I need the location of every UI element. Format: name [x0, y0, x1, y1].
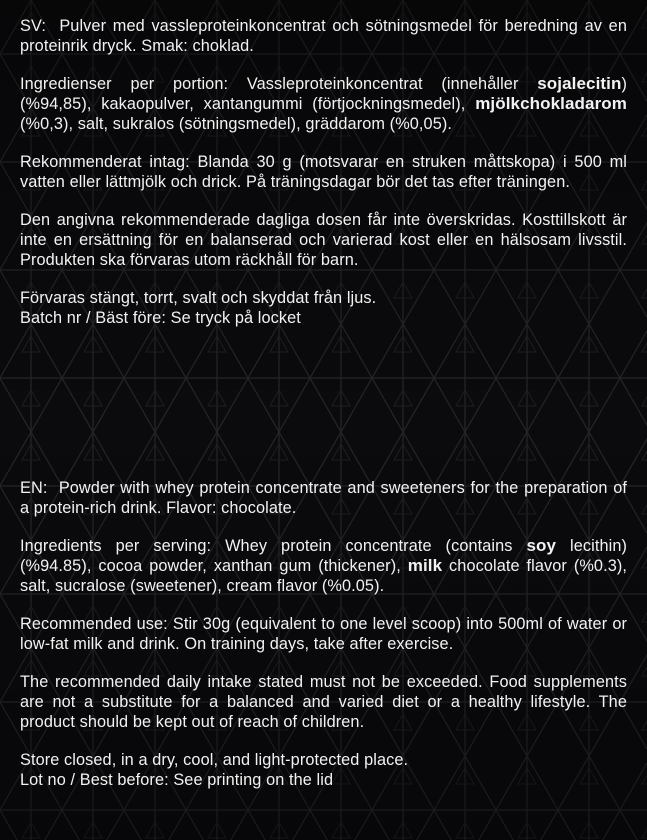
- sv-ingredients-paragraph: [20, 74, 627, 134]
- sv-allergen-soy: sojalecitin: [537, 74, 622, 93]
- sv-allergen-milk: mjölkchokladarom: [475, 94, 627, 113]
- en-ingredients-paragraph: [20, 536, 627, 596]
- en-ingredients-mid: lecithin) (%94.85), cocoa powder, xanthan gum (thickener),: [20, 537, 628, 575]
- sv-intro-paragraph: [20, 16, 627, 56]
- en-intro-paragraph: [20, 478, 627, 518]
- sv-storage-paragraph: [20, 288, 627, 328]
- sv-ingredients-prefix: Ingredienser per portion: Vassleproteinkoncentrat (innehåller: [20, 75, 519, 93]
- sv-usage-paragraph: Rekommenderat intag: Blanda 30 g (motsvarar en struken måttskopa) i 500 ml vatten eller lättmjölk och drick. På träningsdagar bör det tas efter träningen.: [20, 153, 627, 191]
- label-text-content: [20, 16, 628, 789]
- en-intro-text: Powder with whey protein concentrate and sweeteners for the preparation of a protein-rich drink. Flavor: chocolate.: [20, 479, 627, 517]
- sv-warning-paragraph: Den angivna rekommenderade dagliga dosen får inte överskridas. Kosttillskott är inte en ersättning för en balanserad och varierad kost eller en hälsosam livsstil. Produkten ska förvaras utom räckhåll för barn.: [20, 211, 627, 269]
- en-batch-text: Lot no / Best before: See printing on the lid: [20, 771, 334, 789]
- en-allergen-soy: soy: [526, 536, 557, 555]
- sv-intro-text: Pulver med vassleproteinkoncentrat och sötningsmedel för beredning av en proteinrik dryck. Smak: choklad.: [20, 17, 627, 55]
- en-ingredients-prefix: Ingredients per serving: Whey protein concentrate (contains: [20, 537, 513, 555]
- sv-storage-text: Förvaras stängt, torrt, svalt och skyddat från ljus.: [20, 289, 377, 307]
- en-storage-paragraph: [20, 750, 627, 790]
- sv-batch-text: Batch nr / Bäst före: Se tryck på locket: [20, 309, 301, 327]
- en-language-label: EN:: [20, 479, 48, 497]
- en-usage-paragraph: Recommended use: Stir 30g (equivalent to one level scoop) into 500ml of water or low-fat milk and drink. On training days, take after exercise.: [20, 615, 627, 653]
- en-storage-text: Store closed, in a dry, cool, and light-protected place.: [20, 751, 409, 769]
- sv-ingredients-mid: )(%94,85), kakaopulver, xantangummi (förtjockningsmedel),: [20, 75, 628, 113]
- en-allergen-milk: milk: [407, 556, 443, 575]
- section-swedish: [20, 16, 627, 328]
- sv-language-label: SV:: [20, 17, 46, 35]
- en-warning-paragraph: The recommended daily intake stated must not be exceeded. Food supplements are not a substitute for a balanced and varied diet or a healthy lifestyle. The product should be kept out of reach of children.: [20, 673, 627, 731]
- section-english: [20, 478, 627, 790]
- en-ingredients-suffix: chocolate flavor (%0.3), salt, sucralose (sweetener), cream flavor (%0.05).: [20, 557, 628, 595]
- sv-ingredients-suffix: (%0,3), salt, sukralos (sötningsmedel), gräddarom (%0,05).: [20, 115, 452, 133]
